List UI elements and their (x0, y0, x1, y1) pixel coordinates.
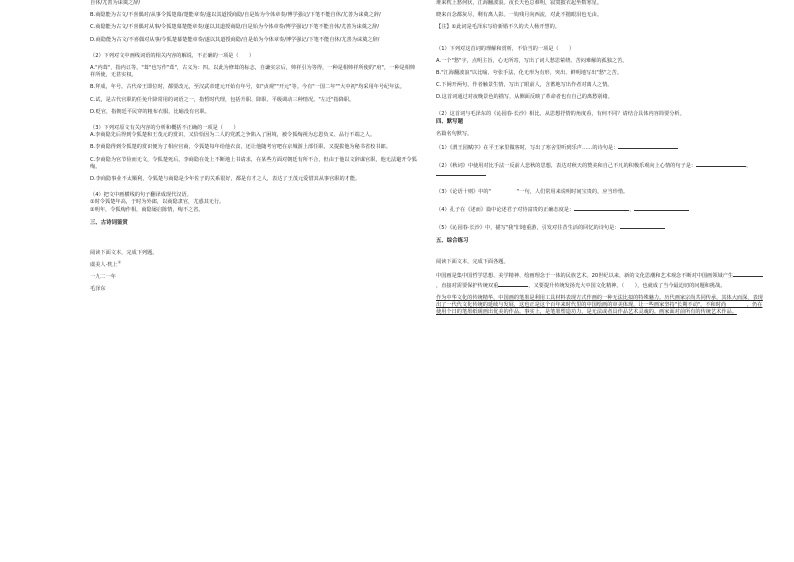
fill-4-text: （4）孔子在《述而》篇中论述君子对待富贵的正确态度是： (436, 206, 575, 213)
option-b: B.商隐能为古文/不喜偶对/从事令狐楚幕/楚能章奏/遂以其道授商隐/自是始为今体章奏/博学强记/下笔不能自休/尤善为诔奠之辞/ (90, 12, 381, 19)
poem-q2-stem: （2）这首词与毛泽东的《沁园春·长沙》相比，从思想抒情的角度看，有何不同？请结合具体内容简要分析。 (436, 110, 685, 117)
poem-q1-option-a: A.一个"愁"字，点明主旨，心无所寄，写出了词人愁思萦绕、苦闷难解的孤独之苦。 (436, 57, 628, 64)
paragraph-1-c: ，又要提升传统发扬光大中国文化精神。（ ），也就成了当今最迫切的问题和挑战。 (528, 282, 726, 289)
left-column (90, 0, 418, 562)
option-d: D.商隐能为古文/不喜偶对从事/令狐楚幕楚能章奏/遂以其道授商隐/自是始为今体章奏/博学强记/下笔不能自休/尤善为诔奠之辞/ (90, 36, 380, 43)
fill-2: （2）《秋词》中使用对比手法一反前人悲秋的思想，表达对秋天的赞美和自己不凡的积极乐观向上心情的句子是： ， (436, 161, 766, 179)
q-intro-tail: 自休/尤善为诔奠之辞/ (90, 0, 141, 6)
paragraph-1-b: ，直接对需要保护传统双重 (436, 282, 499, 289)
poem-note: 【注】①此词是毛泽东写给新婚不久的夫人杨开慧的。 (436, 24, 560, 31)
poem-line-2: 晓来百念都灰尽，剩有离人影。一钩残月向西流，对此不抛眼泪也无由。 (436, 12, 603, 19)
paragraph-1-blank-2[interactable] (498, 281, 528, 287)
fill-5-text: （5）《沁园春·长沙》中，描写"我"旧地重游，引发对往昔生活的回忆的诗句是： (436, 225, 620, 232)
fill-5-blank[interactable] (620, 223, 665, 229)
fill-2-blank-b[interactable] (436, 170, 486, 176)
fill-4: （4）孔子在《述而》篇中论述君子对待富贵的正确态度是： ， (436, 205, 766, 214)
poem-q1-option-c: C.下阕开两句，作者触景生情，写出了眼前人，含蓄地写出作者对离人之情。 (436, 82, 613, 89)
q4-stem: （4）把文中画横线的句子翻译成现代汉语。 (90, 192, 192, 199)
fill-3: （3）《论语十则》中的" "一句，人们常用来说明时间宝贵的，应当珍惜。 (436, 188, 629, 195)
fill-1 (436, 143, 766, 152)
read-instruction: 阅读下面文本，完成下列题。 (90, 249, 158, 256)
paragraph-1 (436, 271, 766, 289)
q3-option-c: C.李商隐为官节俭而无文，令狐楚死后，李商隐在处上不断地上书请求，在某些方面对朝廷有所不合，但由于他以文辞谋官职，他无法避开令狐绹。 (90, 156, 417, 170)
fill-2-blank-a[interactable] (696, 161, 746, 167)
option-c: C.商隐能为古文/不喜偶对从事/令狐楚幕楚能章奏/遂以其道授商隐/自是始为今体章奏/博学强记/下笔不能自休/尤善为诔奠之辞/ (90, 24, 380, 31)
q4-sentence-1: ①时令狐楚年高，于时为外郎，以商隐隶官，尤惑其无行。 (90, 199, 225, 206)
q2-option-d: D.贬官，指朝廷平民穿的粗布衣服，比喻没有官职。 (90, 108, 210, 115)
section-4-heading: 四、默写题 (436, 118, 463, 125)
poem-q1-stem: （1）下列对这首词的理解和赏析，不恰当的一项是（ ） (436, 45, 575, 52)
q2-option-b: B.拜成，年号。古代帝王即位时，都要改元，至汉武帝建元开始有年号，如"贞观""开元"等。今有"一国二年""大中初"均采用年号纪年法。 (90, 84, 405, 91)
poem-author: 毛泽东 (90, 286, 106, 293)
q2-option-c: C.试，是古代官职的任免升降常用的词语之一，指暂时代理，包括升职、降职、平级调动三种情况。"左迁"指降职。 (90, 96, 355, 103)
fill-5 (436, 223, 766, 232)
poem-line-1: 堆来枕上愁何状，江海翻波浪。夜长天色总难明，寂寞披衣起坐数寒星。 (436, 0, 603, 6)
q3-option-b: B.李商隐得到令狐楚的赏识便为了相应官商，令狐楚每年给他衣食，还让他随考官吧在京城游上部任职，又提拔他为秘书省校书郎。 (90, 144, 391, 151)
fill-4-blank-b[interactable] (634, 205, 689, 211)
poem-q1-option-d: D.这首词通过对夜晚景色的描写，从侧面反映了革命者也有自己的离愁别绪。 (436, 94, 613, 101)
q3-stem: （3）下列对原文有关内容的分析和概括不正确的一项是（ ） (90, 125, 239, 132)
poem-q1-option-b: B."江海翻波浪"以比喻、夸张手法，化无形为有形，突出、鲜明地写出"愁"之苦。 (436, 70, 622, 77)
fill-4-blank-a[interactable] (574, 205, 629, 211)
paragraph-2: 作为中华文化的传统精华，中国画的笔墨是利用工具材料表现方式作画的一种无法比拟的特殊魅力。历代画家宗尚共同传承，其体大而深，表现出了一代代文化传统的延续与发展，这也正是这个百年来时代里的中国绘画的审美体现，让一些画家坚持"长期不动"，不和时尚 ，仍在使用个日的笔墨纸砚画出优美的作品。事实上，是笔墨塑造功力，是无法或者具作品艺术灵魂的。画家面对前所有的传统艺术作品。 (436, 294, 763, 316)
q2-stem: （2）下列对文中画线词语的相关内容的解说，不正确的一项是（ ） (90, 52, 255, 59)
q3-option-a: A.李商隐先后得到令狐楚和王茂元的赏识，又恰恰因为二人的党派之争陷入了困境，被令狐绹视为忘恩负义、品行不端之人。 (90, 132, 376, 139)
section-5-heading: 五、综合练习 (436, 238, 469, 245)
poem-note-mark: ① (117, 259, 121, 265)
section-3-heading: 三、古诗词鉴赏 (90, 219, 128, 226)
fill-intro: 名篇名句默写。 (436, 130, 473, 137)
fill-1-text: （1）《渭王园赋序》在平王家里做客时，写出了寒舍里听到乐声……的诗句是： (436, 145, 619, 152)
poem-title-text: 虞美人·枕上 (90, 262, 118, 269)
q4-sentence-2: ②明年，令狐绹作相，商隐屡启陈情，绹不之省。 (90, 206, 204, 213)
poem-date: 一九二一年 (90, 274, 116, 281)
paragraph-1-blank-1[interactable] (733, 271, 763, 277)
right-column (436, 0, 766, 562)
fill-1-blank[interactable] (618, 143, 678, 149)
section-5-instruction: 阅读下面文本，完成下面各题。 (436, 259, 509, 266)
paragraph-1-a: 中国画是集中国哲学思想、美学精神、绘画理念于一体的民族艺术。20世纪以来，新的文化思潮和艺术观念不断对中国画领域产生 (436, 273, 734, 280)
fill-2-text: （2）《秋词》中使用对比手法一反前人悲秋的思想，表达对秋天的赞美和自己不凡的积极乐观向上心情的句子是： (436, 163, 697, 170)
q3-option-d: D.李商隐事业不太顺利，令狐楚与商隐是少年佐子的关系很好，都是有才之人，表达了王茂元爱惜其从事官职的才能。 (90, 176, 361, 183)
poem-title (90, 259, 418, 269)
q2-option-a: A."内葺"，指内讧等。"葺"也写作"葺"，古义为：四。以此为修葺的标志，自谦实宗后，帅祥引为等得，一种是相帅祥所使的"府"，一种是相帅祥所使，无甚实权。 (90, 65, 416, 79)
